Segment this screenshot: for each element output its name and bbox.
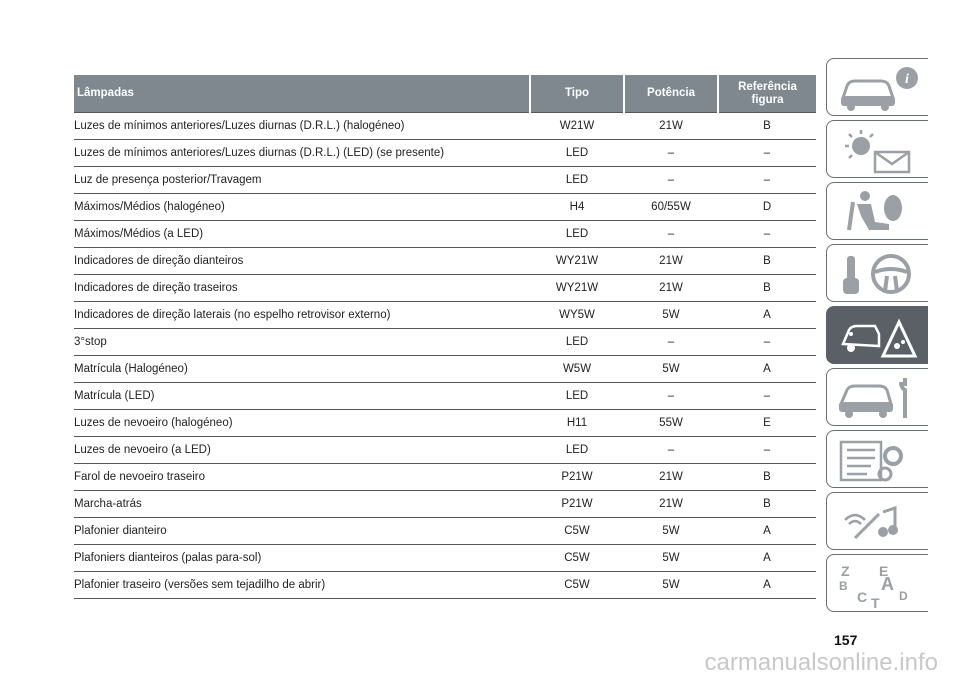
cell-lamp: Plafonier dianteiro xyxy=(74,518,530,545)
car-breakdown-warning-icon xyxy=(835,312,921,360)
index-letter-e: E xyxy=(879,563,889,579)
cell-reference: B xyxy=(718,248,816,275)
table-row xyxy=(74,383,816,410)
cell-power: – xyxy=(624,140,718,167)
table-row xyxy=(74,194,816,221)
table-row xyxy=(74,167,816,194)
cell-reference: A xyxy=(718,545,816,572)
cell-type: LED xyxy=(530,140,624,167)
table-row xyxy=(74,491,816,518)
table-row xyxy=(74,113,816,140)
cell-type: LED xyxy=(530,221,624,248)
header-lampadas: Lâmpadas xyxy=(74,75,530,113)
table-row xyxy=(74,275,816,302)
cell-lamp: Indicadores de direção dianteiros xyxy=(74,248,530,275)
cell-power: 5W xyxy=(624,302,718,329)
tab-index[interactable] xyxy=(826,554,928,612)
car-info-icon xyxy=(835,64,921,112)
cell-type: C5W xyxy=(530,518,624,545)
cell-power: 5W xyxy=(624,572,718,599)
table-row xyxy=(74,410,816,437)
cell-reference: A xyxy=(718,572,816,599)
cell-reference: D xyxy=(718,194,816,221)
cell-type: H4 xyxy=(530,194,624,221)
table-row xyxy=(74,329,816,356)
table-row xyxy=(74,437,816,464)
header-tipo: Tipo xyxy=(530,75,624,113)
cell-reference: E xyxy=(718,410,816,437)
header-potencia: Potência xyxy=(624,75,718,113)
index-icon xyxy=(835,560,921,608)
cell-type: P21W xyxy=(530,464,624,491)
cell-type: C5W xyxy=(530,545,624,572)
cell-power: – xyxy=(624,383,718,410)
table-row xyxy=(74,140,816,167)
table-row xyxy=(74,572,816,599)
table-header-row xyxy=(74,75,816,113)
multimedia-icon xyxy=(835,498,921,546)
cell-reference: – xyxy=(718,383,816,410)
tab-multimedia[interactable] xyxy=(826,492,928,550)
index-letter-b: B xyxy=(839,579,848,593)
cell-lamp: Indicadores de direção traseiros xyxy=(74,275,530,302)
cell-lamp: Farol de nevoeiro traseiro xyxy=(74,464,530,491)
cell-type: W21W xyxy=(530,113,624,140)
cell-power: – xyxy=(624,167,718,194)
cell-power: 55W xyxy=(624,410,718,437)
page-number: 157 xyxy=(834,632,858,648)
cell-reference: A xyxy=(718,518,816,545)
cell-reference: B xyxy=(718,275,816,302)
cell-reference: – xyxy=(718,437,816,464)
tab-car-info[interactable] xyxy=(826,58,928,116)
cell-reference: – xyxy=(718,140,816,167)
cell-reference: B xyxy=(718,113,816,140)
table-row xyxy=(74,221,816,248)
cell-type: WY21W xyxy=(530,275,624,302)
cell-power: 21W xyxy=(624,113,718,140)
cell-power: 21W xyxy=(624,248,718,275)
key-steering-wheel-icon xyxy=(835,250,921,298)
cell-power: 5W xyxy=(624,518,718,545)
cell-type: P21W xyxy=(530,491,624,518)
cell-reference: B xyxy=(718,491,816,518)
cell-lamp: Marcha-atrás xyxy=(74,491,530,518)
cell-power: – xyxy=(624,437,718,464)
cell-reference: B xyxy=(718,464,816,491)
cell-reference: A xyxy=(718,356,816,383)
table-row xyxy=(74,518,816,545)
cell-lamp: Indicadores de direção laterais (no espelho retrovisor externo) xyxy=(74,302,530,329)
table-row xyxy=(74,545,816,572)
cell-type: C5W xyxy=(530,572,624,599)
tab-warning-lights[interactable] xyxy=(826,120,928,178)
cell-type: LED xyxy=(530,437,624,464)
cell-lamp: Luz de presença posterior/Travagem xyxy=(74,167,530,194)
cell-reference: – xyxy=(718,329,816,356)
table-row xyxy=(74,464,816,491)
cell-type: WY5W xyxy=(530,302,624,329)
warning-lights-message-icon xyxy=(835,126,921,174)
car-maintenance-icon xyxy=(835,374,921,422)
tab-emergency[interactable] xyxy=(826,306,928,364)
cell-power: 60/55W xyxy=(624,194,718,221)
bulb-table xyxy=(74,75,816,599)
index-letter-d: D xyxy=(899,589,908,603)
watermark-text: carmanualsonline.info xyxy=(704,649,938,676)
cell-type: H11 xyxy=(530,410,624,437)
tab-starting-driving[interactable] xyxy=(826,244,928,302)
cell-reference: A xyxy=(718,302,816,329)
cell-lamp: Matrícula (Halogéneo) xyxy=(74,356,530,383)
cell-type: W5W xyxy=(530,356,624,383)
airbag-seat-icon xyxy=(835,188,921,236)
cell-lamp: 3°stop xyxy=(74,329,530,356)
index-letter-t: T xyxy=(871,595,880,608)
index-letter-a: A xyxy=(881,574,894,594)
tab-safety[interactable] xyxy=(826,182,928,240)
cell-type: LED xyxy=(530,167,624,194)
cell-lamp: Máximos/Médios (a LED) xyxy=(74,221,530,248)
cell-lamp: Matrícula (LED) xyxy=(74,383,530,410)
cell-power: 5W xyxy=(624,545,718,572)
cell-reference: – xyxy=(718,167,816,194)
svg-text:i: i xyxy=(905,72,909,87)
index-letter-z: Z xyxy=(841,563,850,579)
table-row xyxy=(74,248,816,275)
cell-lamp: Luzes de nevoeiro (a LED) xyxy=(74,437,530,464)
cell-type: LED xyxy=(530,383,624,410)
tab-technical-data[interactable] xyxy=(826,430,928,488)
cell-lamp: Luzes de nevoeiro (halogéneo) xyxy=(74,410,530,437)
cell-power: 21W xyxy=(624,491,718,518)
table-row xyxy=(74,356,816,383)
cell-power: 5W xyxy=(624,356,718,383)
header-referencia: Referência figura xyxy=(718,75,816,113)
cell-power: 21W xyxy=(624,464,718,491)
index-letter-c: C xyxy=(857,589,868,605)
tab-maintenance[interactable] xyxy=(826,368,928,426)
cell-type: LED xyxy=(530,329,624,356)
technical-data-icon xyxy=(835,436,921,484)
cell-power: – xyxy=(624,221,718,248)
cell-lamp: Plafonier traseiro (versões sem tejadilho de abrir) xyxy=(74,572,530,599)
cell-type: WY21W xyxy=(530,248,624,275)
cell-power: 21W xyxy=(624,275,718,302)
cell-reference: – xyxy=(718,221,816,248)
cell-lamp: Plafoniers dianteiros (palas para-sol) xyxy=(74,545,530,572)
bulb-table-container xyxy=(74,75,816,599)
cell-power: – xyxy=(624,329,718,356)
cell-lamp: Luzes de mínimos anteriores/Luzes diurnas (D.R.L.) (halogéneo) xyxy=(74,113,530,140)
table-row xyxy=(74,302,816,329)
cell-lamp: Luzes de mínimos anteriores/Luzes diurnas (D.R.L.) (LED) (se presente) xyxy=(74,140,530,167)
cell-lamp: Máximos/Médios (halogéneo) xyxy=(74,194,530,221)
